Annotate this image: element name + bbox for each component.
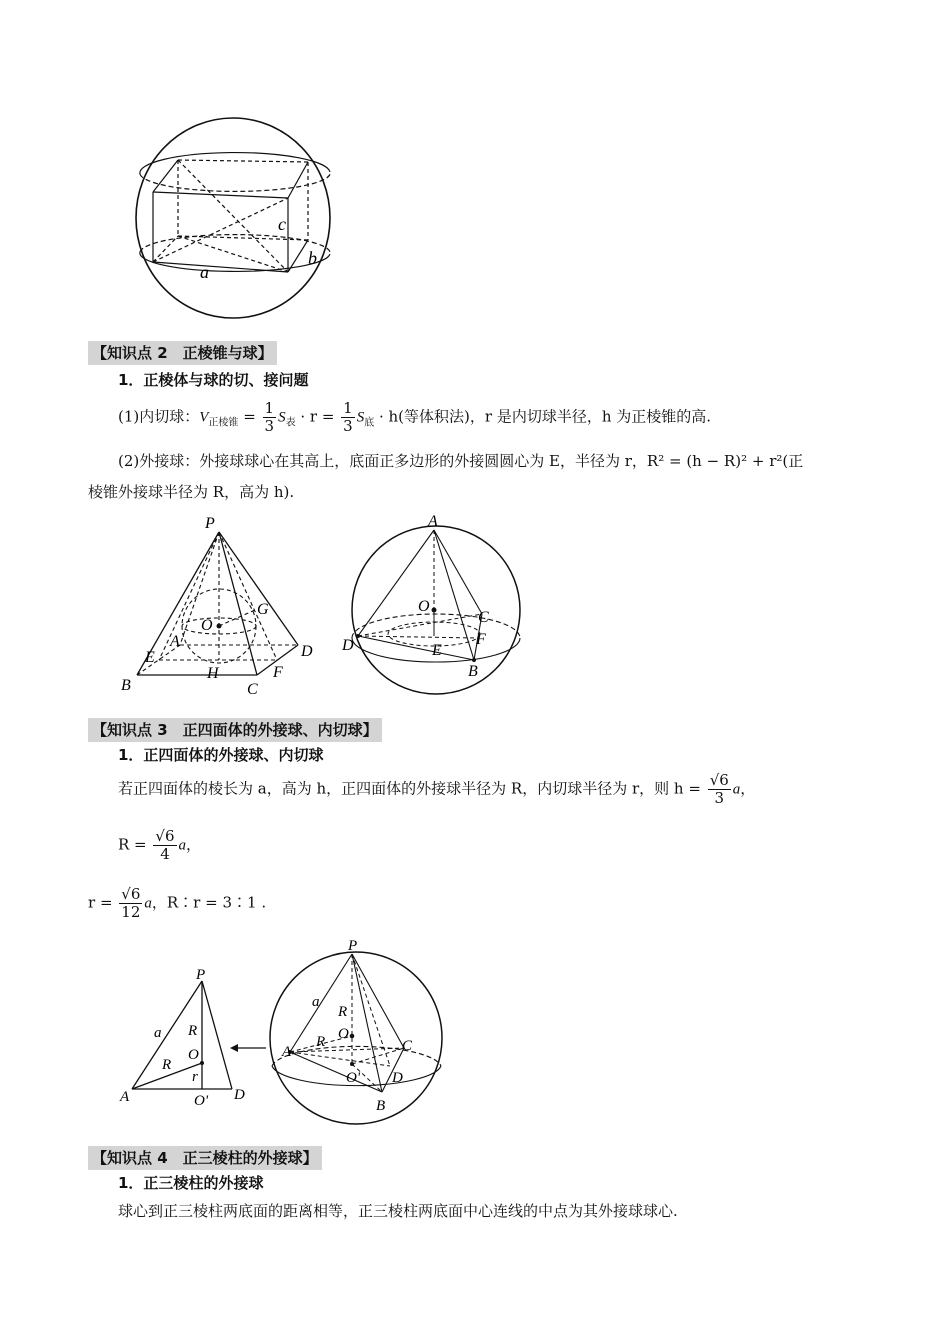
kp2-paragraph-2-line-2: 棱锥外接球半径为 R，高为 h).: [88, 483, 295, 501]
fig5-label-R1: R: [338, 1004, 348, 1020]
kp3-ratio: ，R∶r = 3∶1 .: [151, 893, 267, 912]
fig5-label-D: D: [392, 1070, 403, 1086]
fig2-label-G: G: [257, 601, 269, 618]
fig2-label-D: D: [301, 643, 313, 660]
kp2-p1-S1: S: [278, 409, 286, 426]
fig2-label-B: B: [121, 677, 131, 694]
kp3-r-prefix: r =: [88, 893, 118, 912]
fig1-label-a: a: [200, 262, 209, 282]
kp3-subheading: 1．正四面体的外接球、内切球: [118, 746, 324, 764]
fig3-label-E: E: [432, 642, 442, 659]
kp2-p1-mid: · r =: [295, 407, 340, 426]
fig2-label-A: A: [170, 633, 180, 650]
fig2-label-E: E: [145, 649, 155, 666]
fig3-label-O: O: [418, 598, 430, 615]
kp2-p1-S2-sub: 底: [364, 417, 375, 429]
kp2-subheading: 1．正棱体与球的切、接问题: [118, 371, 309, 389]
fig5-label-P: P: [348, 938, 358, 954]
kp2-p1-S1-sub: 表: [285, 417, 296, 429]
figure-pyramid-inscribed-sphere: [115, 512, 325, 697]
kp4-paragraph-1: 球心到正三棱柱两底面的距离相等，正三棱柱两底面中心连线的中点为其外接球球心.: [118, 1202, 678, 1220]
kp3-r-frac: $\frac{√6}{12}$: [121, 885, 141, 921]
figure-pyramid-circumscribed-sphere: [338, 512, 528, 702]
kp2-p1-V-sub: 正棱锥: [208, 417, 239, 429]
kp2-paragraph-2-line-1: (2)外接球：外接球球心在其高上，底面正多边形的外接圆圆心为 E，半径为 r，R² = (h − R)² + r²(正: [118, 452, 804, 470]
fig5-label-O: O: [338, 1026, 349, 1042]
kp3-header: 【知识点 3 正四面体的外接球、内切球】: [88, 718, 382, 742]
fig4-label-A: A: [120, 1089, 130, 1105]
kp3-r-a: a: [144, 895, 152, 912]
kp2-paragraph-1: [118, 400, 711, 435]
fig2-label-F: F: [273, 664, 283, 681]
kp4-subheading: 1．正三棱柱的外接球: [118, 1174, 264, 1192]
kp3-R-formula: [118, 828, 201, 863]
kp3-h-comma: ，: [740, 779, 756, 798]
kp2-p1-frac-a: $\frac{1}{3}$: [264, 399, 275, 435]
fig3-label-C: C: [478, 609, 489, 626]
fig5-label-O-prime: O': [346, 1070, 361, 1086]
kp2-header: 【知识点 2 正棱锥与球】: [88, 341, 277, 365]
fig2-label-H: H: [207, 665, 219, 682]
kp3-h-a: a: [732, 781, 741, 798]
kp2-p1-eq: =: [238, 407, 261, 426]
kp3-R-comma: ，: [186, 835, 202, 854]
fig2-label-O: O: [201, 617, 213, 634]
fig4-label-O: O: [188, 1047, 199, 1063]
kp3-p1-text: 若正四面体的棱长为 a，高为 h，正四面体的外接球半径为 R，内切球半径为 r，则 h =: [118, 779, 706, 798]
fig1-label-c: c: [278, 214, 286, 234]
kp4-header: 【知识点 4 正三棱柱的外接球】: [88, 1146, 322, 1170]
figure-sphere-rectangular-prism: [130, 112, 340, 327]
fig3-label-B: B: [468, 663, 478, 680]
kp2-p1-frac-b: $\frac{1}{3}$: [343, 399, 353, 435]
kp2-p1-prefix: (1)内切球：: [118, 407, 200, 426]
fig4-label-a: a: [154, 1025, 162, 1041]
fig4-label-r: r: [192, 1069, 198, 1085]
fig3-label-D: D: [342, 637, 354, 654]
fig5-label-C: C: [402, 1038, 413, 1054]
fig4-label-R2: R: [162, 1057, 172, 1073]
figure-tetrahedron-cross-section: [118, 965, 268, 1110]
fig5-label-A: A: [282, 1044, 292, 1060]
fig3-label-A: A: [428, 513, 438, 530]
fig3-label-F: F: [476, 631, 486, 648]
fig1-label-b: b: [308, 248, 317, 268]
fig5-label-a: a: [312, 994, 320, 1010]
fig4-label-O-prime: O': [194, 1093, 209, 1109]
arrow-left-icon: [228, 1040, 268, 1056]
fig4-label-P: P: [196, 967, 206, 983]
kp3-h-frac: $\frac{√6}{3}$: [709, 771, 729, 807]
kp2-p1-end: · h(等体积法)，r 是内切球半径，h 为正棱锥的高.: [374, 407, 712, 426]
fig2-label-P: P: [205, 515, 215, 532]
fig5-label-B: B: [376, 1098, 386, 1114]
fig4-label-D: D: [234, 1087, 245, 1103]
kp3-R-frac: $\frac{√6}{4}$: [155, 827, 175, 863]
kp3-r-formula: [88, 886, 266, 921]
fig2-label-C: C: [247, 681, 258, 697]
kp3-R-a: a: [178, 837, 187, 854]
kp2-p1-S2: S: [356, 409, 365, 426]
kp3-paragraph-1: [118, 772, 755, 807]
fig5-label-R2: R: [316, 1034, 326, 1050]
kp2-p1-V: V: [199, 409, 209, 426]
figure-tetrahedron-circumscribed-sphere: [264, 936, 449, 1126]
kp3-R-prefix: R =: [118, 835, 152, 854]
fig4-label-R1: R: [188, 1023, 198, 1039]
